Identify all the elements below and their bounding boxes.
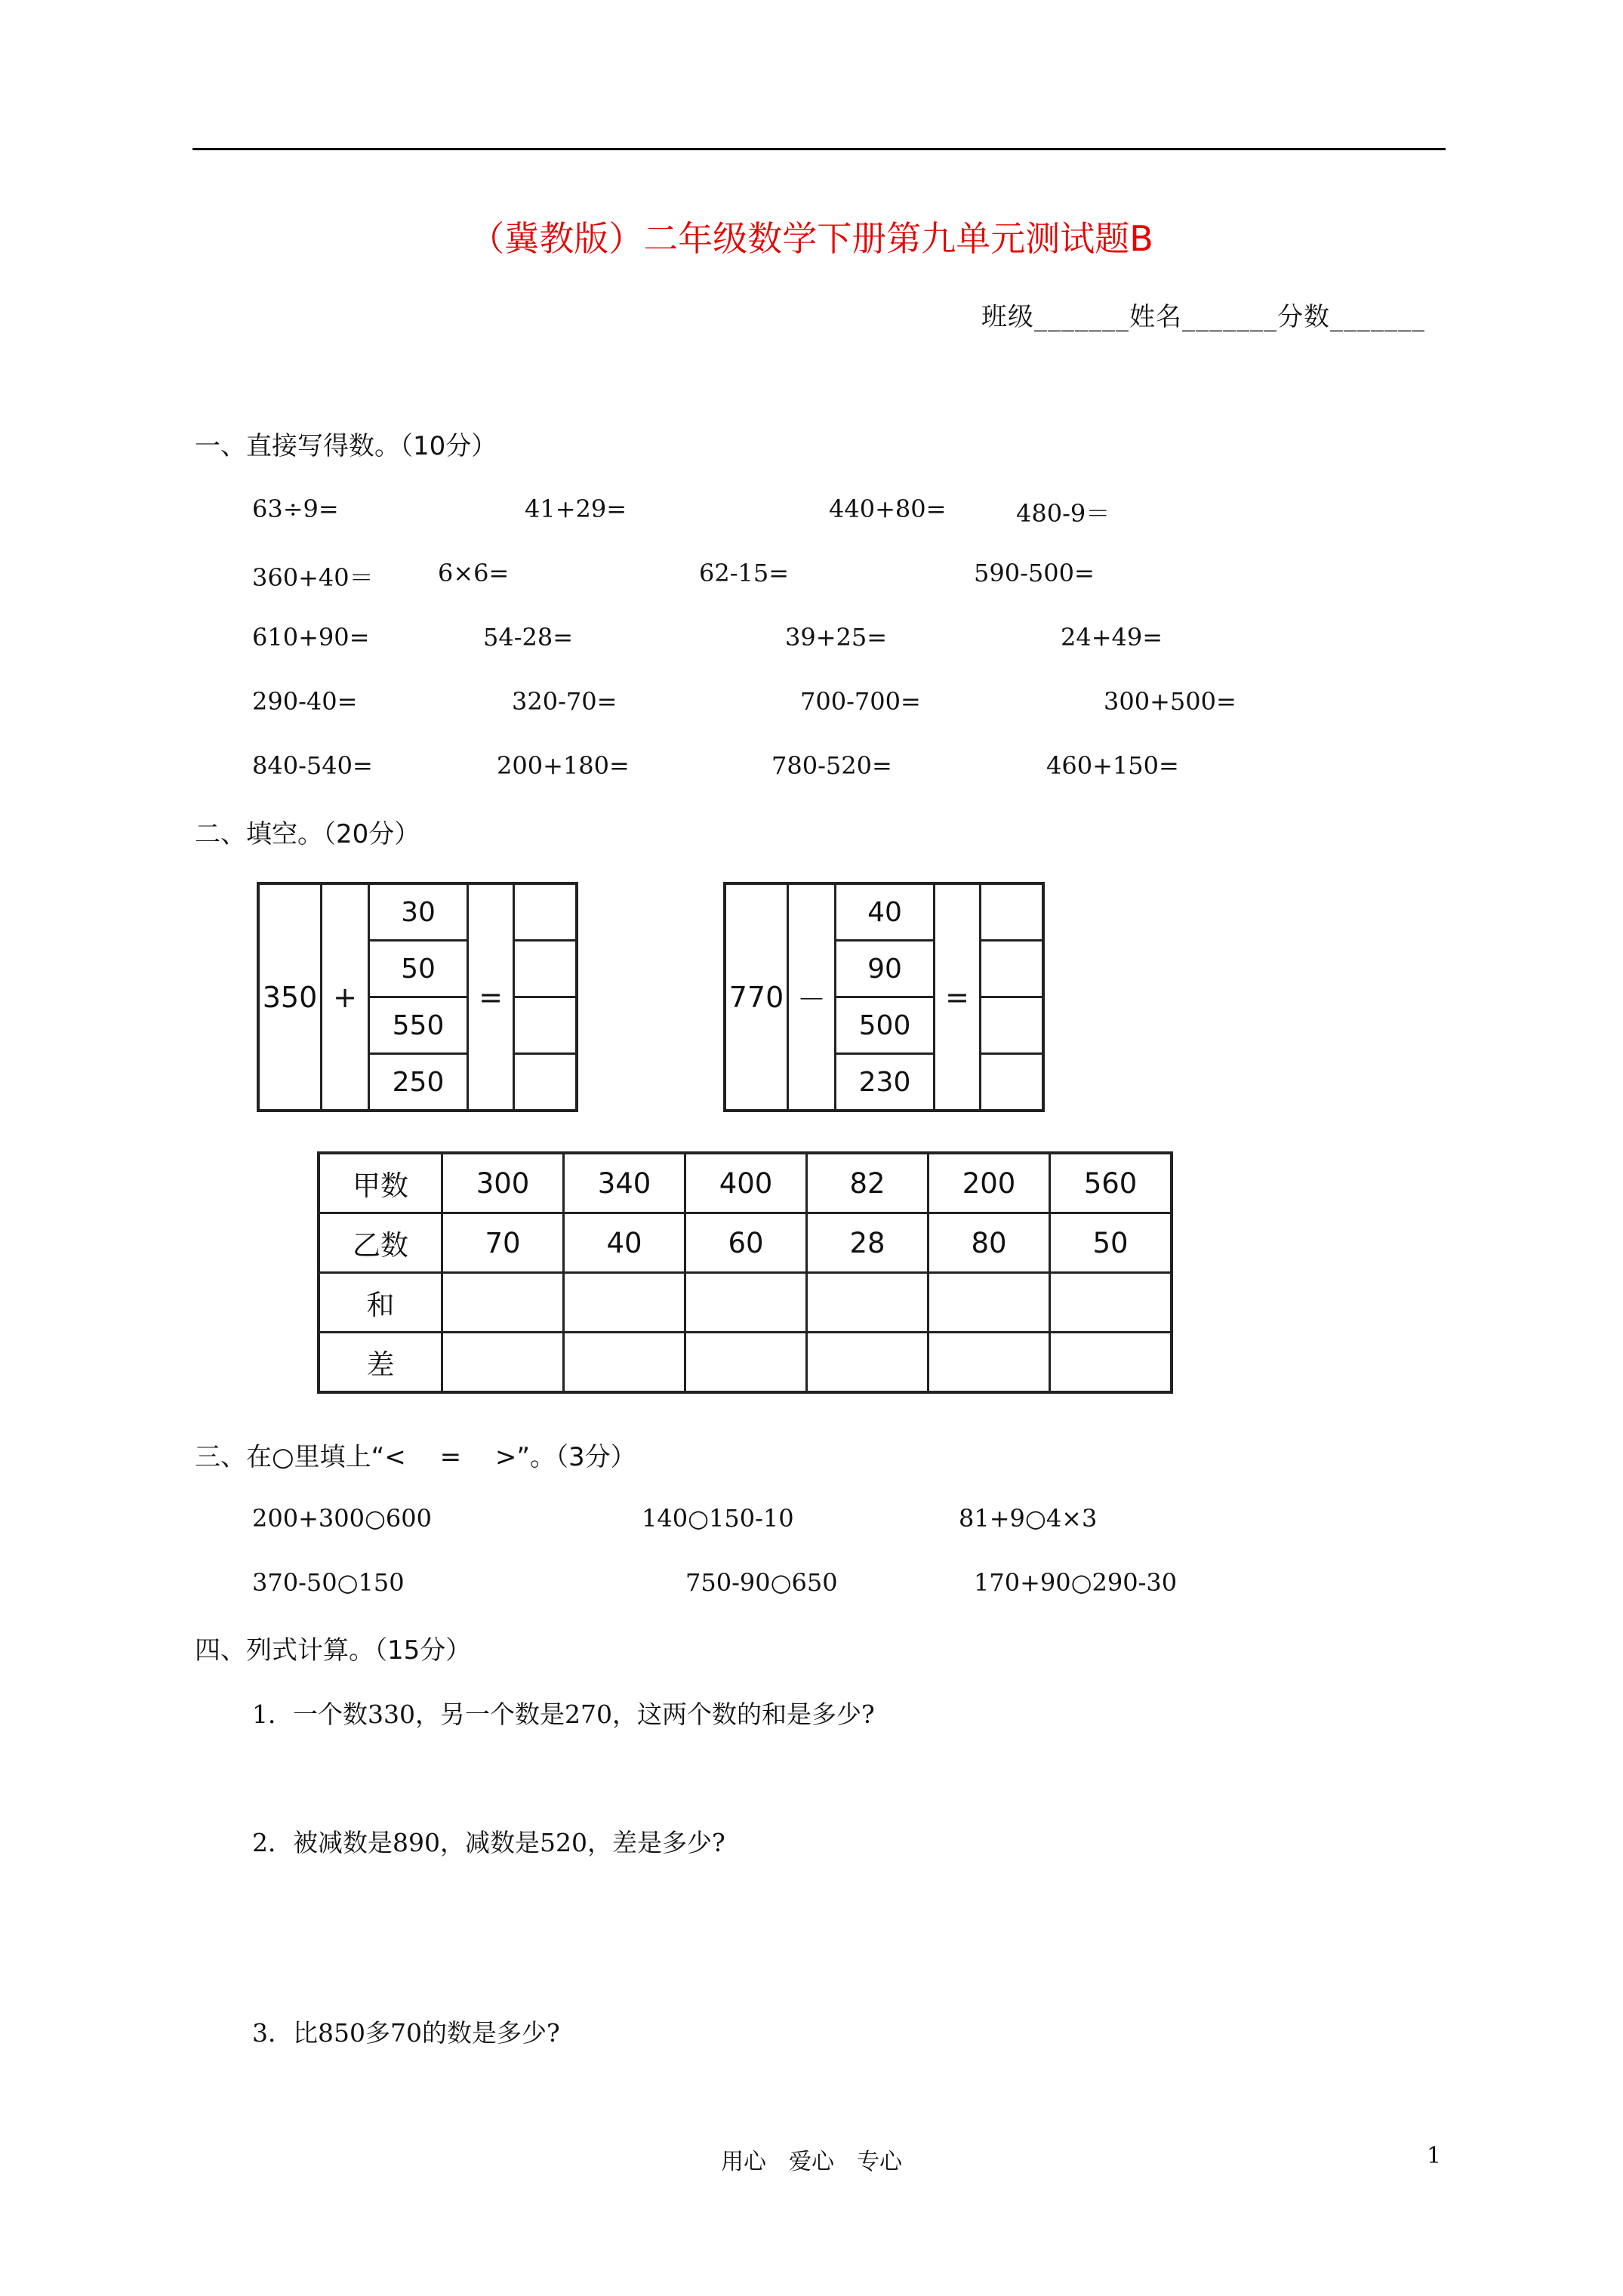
problem: 24+49=: [1061, 623, 1163, 652]
difference-answer-cell[interactable]: [1050, 1333, 1172, 1393]
comparison-problem: 170+90○290-30: [974, 1568, 1178, 1597]
problem: 610+90=: [252, 623, 370, 652]
sum-answer-cell[interactable]: [685, 1273, 807, 1333]
row-label: 差: [319, 1333, 442, 1393]
comparison-problem: 140○150-10: [642, 1504, 794, 1533]
problem: 54-28=: [483, 623, 574, 652]
equals-sign: =: [935, 883, 981, 1111]
section1-heading: 一、直接写得数。（10分）: [195, 431, 497, 461]
word-problem: 3．比850多70的数是多少?: [252, 2018, 560, 2048]
addend: 30: [369, 883, 468, 941]
table-cell: 560: [1050, 1153, 1172, 1213]
equals-sign: =: [468, 883, 514, 1111]
table-cell: 70: [442, 1213, 564, 1273]
table-cell: 80: [929, 1213, 1050, 1273]
header-rule: [192, 148, 1446, 150]
comparison-problem: 370-50○150: [252, 1568, 405, 1597]
comparison-problem: 200+300○600: [252, 1504, 432, 1533]
answer-cell[interactable]: [514, 941, 577, 997]
operator-plus: +: [322, 883, 369, 1111]
subtrahend: 40: [836, 883, 935, 941]
answer-cell[interactable]: [514, 997, 577, 1054]
problem: 840-540=: [252, 751, 373, 780]
problem: 700-700=: [800, 687, 921, 716]
problem: 200+180=: [497, 751, 630, 780]
addend: 550: [369, 997, 468, 1054]
sum-answer-cell[interactable]: [807, 1273, 929, 1333]
sum-answer-cell[interactable]: [442, 1273, 564, 1333]
problem: 440+80=: [829, 495, 947, 523]
document-title: （冀教版）二年级数学下册第九单元测试题B: [470, 218, 1153, 259]
sum-answer-cell[interactable]: [1050, 1273, 1172, 1333]
problem: 300+500=: [1104, 687, 1236, 716]
difference-answer-cell[interactable]: [564, 1333, 685, 1393]
table-cell: 400: [685, 1153, 807, 1213]
difference-answer-cell[interactable]: [929, 1333, 1050, 1393]
footer-slogan: 用心 爱心 专心: [721, 2149, 902, 2175]
answer-cell[interactable]: [981, 941, 1044, 997]
difference-answer-cell[interactable]: [442, 1333, 564, 1393]
table-cell: 60: [685, 1213, 807, 1273]
subtrahend: 500: [836, 997, 935, 1054]
problem: 6×6=: [438, 559, 510, 587]
section3-heading: 三、在○里填上“< = >”。（3分）: [195, 1442, 636, 1472]
start-number: 350: [258, 883, 322, 1111]
answer-cell[interactable]: [981, 997, 1044, 1054]
table-cell: 340: [564, 1153, 685, 1213]
table-cell: 300: [442, 1153, 564, 1213]
sum-answer-cell[interactable]: [564, 1273, 685, 1333]
table-cell: 40: [564, 1213, 685, 1273]
subtrahend: 90: [836, 941, 935, 997]
row-label: 甲数: [319, 1153, 442, 1213]
subtrahend: 230: [836, 1054, 935, 1111]
sum-answer-cell[interactable]: [929, 1273, 1050, 1333]
subtraction-box: [723, 882, 1045, 1112]
problem: 63÷9=: [252, 495, 339, 523]
problem: 39+25=: [785, 623, 888, 652]
comparison-problem: 750-90○650: [685, 1568, 838, 1597]
problem: 480-9＝: [1016, 499, 1110, 528]
table-cell: 50: [1050, 1213, 1172, 1273]
answer-cell[interactable]: [981, 1054, 1044, 1111]
answer-cell[interactable]: [514, 883, 577, 941]
problem: 780-520=: [771, 751, 892, 780]
addend: 250: [369, 1054, 468, 1111]
difference-answer-cell[interactable]: [685, 1333, 807, 1393]
table-cell: 28: [807, 1213, 929, 1273]
difference-answer-cell[interactable]: [807, 1333, 929, 1393]
problem: 62-15=: [699, 559, 790, 587]
word-problem: 2．被减数是890，减数是520，差是多少?: [252, 1828, 725, 1857]
sum-difference-table: [317, 1151, 1173, 1394]
table-cell: 82: [807, 1153, 929, 1213]
operator-minus: －: [788, 883, 836, 1111]
table-cell: 200: [929, 1153, 1050, 1213]
problem: 290-40=: [252, 687, 358, 716]
problem: 320-70=: [512, 687, 617, 716]
addition-box: [257, 882, 578, 1112]
addend: 50: [369, 941, 468, 997]
problem: 460+150=: [1046, 751, 1179, 780]
word-problem: 1．一个数330，另一个数是270，这两个数的和是多少?: [252, 1700, 875, 1729]
start-number: 770: [725, 883, 788, 1111]
section2-heading: 二、填空。（20分）: [195, 819, 420, 849]
problem: 41+29=: [525, 495, 627, 523]
student-info-line: 班级_______姓名_______分数_______: [981, 302, 1425, 332]
answer-cell[interactable]: [514, 1054, 577, 1111]
row-label: 乙数: [319, 1213, 442, 1273]
problem: 590-500=: [974, 559, 1095, 587]
problem: 360+40＝: [252, 563, 374, 592]
row-label: 和: [319, 1273, 442, 1333]
answer-cell[interactable]: [981, 883, 1044, 941]
comparison-problem: 81+9○4×3: [959, 1504, 1098, 1533]
page-number: 1: [1427, 2143, 1442, 2169]
section4-heading: 四、列式计算。（15分）: [195, 1635, 472, 1666]
